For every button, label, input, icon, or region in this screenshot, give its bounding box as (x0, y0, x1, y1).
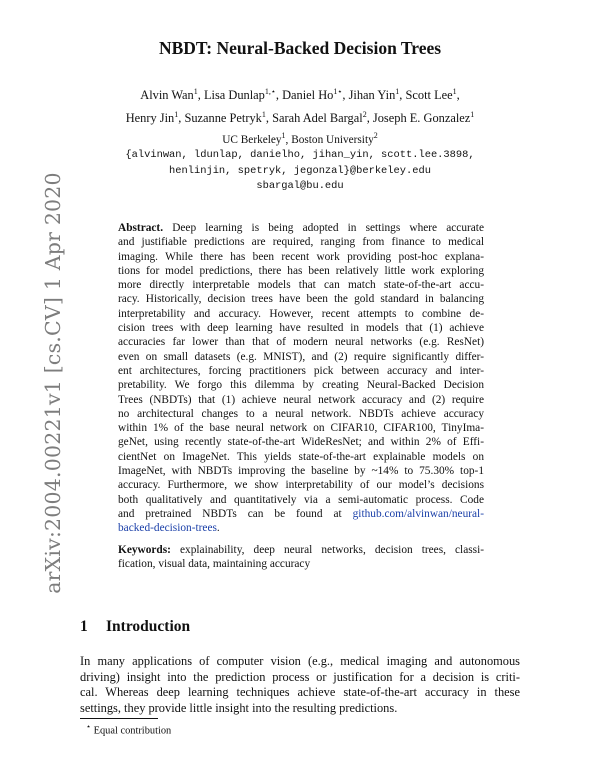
abstract-line: and justifiable predictions are required, ranging from finance to medical (118, 236, 484, 249)
abstract-line: both qualitatively and quantitatively via a semi-automatic process. Code (118, 493, 484, 506)
paper-title: NBDT: Neural-Backed Decision Trees (158, 38, 442, 58)
author-mark: 1 (261, 110, 266, 120)
abstract-line: pretability. We forgo this dilemma by creating Neural-Backed Decision (118, 379, 484, 392)
author-name: Scott Lee (405, 88, 453, 103)
intro-line: In many applications of computer vision (e.g., medical imaging and autonomous (80, 654, 520, 668)
author-mark: 1 (452, 87, 457, 96)
abstract-line: ImageNet, with NBDTs improving the baseline by ~14% to 75.30% top-1 (118, 465, 484, 478)
abstract-line: ent architectures, forcing practitioners pick between accuracy and inter- (118, 364, 484, 377)
abstract-line (118, 521, 484, 535)
institution-2: Boston University (291, 133, 374, 146)
abstract-line: accuracy. Furthermore, we show interpretability of our model’s decisions (118, 479, 484, 492)
abstract-line: no architectural changes to a neural network. NBDTs achieve accuracy (118, 407, 484, 420)
author-mark: 2 (362, 110, 367, 120)
keywords-text: explainability, deep neural networks, decision trees, classi- (180, 544, 484, 556)
author-name: Joseph E. Gonzalez (372, 111, 471, 126)
abstract-line: interpretability and accuracy. However, recent attempts to combine de- (118, 307, 484, 320)
section-number: 1 (80, 618, 88, 635)
abstract-line: within 1% of the base neural network on CIFAR10, CIFAR100, TinyIma- (118, 422, 484, 435)
email-line: {alvinwan, ldunlap, danielho, jihan_yin, scott.lee.3898, (125, 149, 475, 162)
author-list (80, 82, 520, 128)
author-name: Jihan Yin (348, 88, 396, 103)
section-heading (80, 618, 190, 636)
abstract-line (118, 507, 484, 521)
email-line: sbargal@bu.edu (256, 180, 344, 193)
code-link[interactable]: github.com/alvinwan/neural- (352, 507, 484, 520)
footnote-rule (80, 718, 158, 719)
abstract-label: Abstract. (118, 222, 164, 234)
keywords-line: fication, visual data, maintaining accuracy (118, 558, 311, 571)
intro-line: driving) insight into the prediction process or justification for a decision is criti- (80, 669, 520, 684)
abstract-text: and pretrained NBDTs can be found at (118, 507, 342, 520)
abstract-text: Deep learning is being adopted in settings where accurate (172, 222, 484, 234)
author-mark: 1⋆ (333, 87, 343, 96)
arxiv-identifier-stamp: arXiv:2004.00221v1 [cs.CV] 1 Apr 2020 (41, 172, 65, 594)
abstract-line: geNet, using recently state-of-the-art WideResNet; and within 2% of Effi- (118, 436, 484, 449)
abstract-line: tions for model predictions, there has been relatively little work exploring (118, 264, 484, 277)
keywords-line (118, 543, 484, 557)
abstract-line: even on small datasets (e.g. MNIST), and (2) require significantly differ- (118, 350, 484, 363)
author-line-2: Henry Jin$^1$, Suzanne Petryk$^1$, Sarah Adel Bargal$^2$, Joseph E. Gonzalez$^1$ (125, 110, 475, 126)
author-mark: 1,⋆ (264, 87, 276, 96)
footnote-mark: ⋆ (86, 722, 92, 731)
author-name: Lisa Dunlap (203, 88, 265, 103)
author-name: Daniel Ho (282, 88, 334, 103)
institution-mark: 2 (373, 131, 378, 140)
code-link-continued[interactable]: backed-decision-trees (118, 522, 217, 535)
abstract-line: cision trees with deep learning have resulted in models that (1) achieve (118, 322, 484, 335)
institution-mark: 1 (281, 131, 286, 140)
affiliations (80, 128, 520, 195)
keywords (118, 543, 484, 572)
author-name: Henry Jin (125, 111, 175, 126)
introduction-paragraph (80, 654, 520, 716)
institution-1: UC Berkeley (222, 133, 282, 146)
author-name: Sarah Adel Bargal (272, 111, 363, 126)
abstract-line (118, 221, 484, 235)
author-mark: 1 (470, 110, 475, 120)
intro-line: settings, they provide little insight into the resulting predictions. (80, 700, 398, 715)
footnote (86, 722, 171, 736)
institution-separator: , (285, 133, 292, 146)
author-line-1: Alvin Wan$^1$, Lisa Dunlap$^{1,⋆}$, Daniel $Ho^{1⋆}$, Jihan Yin$^1$, Scott Lee$^1$, (140, 87, 460, 103)
author-mark: 1 (193, 87, 198, 96)
abstract (118, 221, 484, 536)
author-mark: 1 (174, 110, 179, 120)
institutions (80, 128, 520, 148)
abstract-line: cientNet on ImageNet. This yields state-of-the-art explainable models on (118, 450, 484, 463)
abstract-line: racy. Historically, decision trees have been the gold standard in balancing (118, 293, 484, 306)
author-name: Alvin Wan (140, 88, 194, 103)
intro-line: cal. Whereas deep learning techniques achieve state-of-the-art accuracy in these (80, 685, 520, 699)
abstract-line: accuracies far lower than that of modern neural networks (e.g. ResNet) (118, 336, 484, 349)
abstract-period: . (216, 522, 220, 535)
keywords-label: Keywords: (118, 544, 171, 556)
section-title: Introduction (106, 618, 191, 635)
abstract-line: Trees (NBDTs) that (1) achieve neural network accuracy and (2) require (118, 393, 484, 406)
email-line: henlinjin, spetryk, jegonzal}@berkeley.edu (169, 164, 431, 177)
abstract-line: imaging. While there has been recent work providing post-hoc explana- (118, 250, 484, 263)
author-mark: 1 (395, 87, 400, 96)
abstract-line: more directly interpretable models that can match state-of-the-art accu- (118, 279, 484, 292)
author-name: Suzanne Petryk (184, 111, 262, 126)
footnote-text: Equal contribution (93, 725, 172, 737)
